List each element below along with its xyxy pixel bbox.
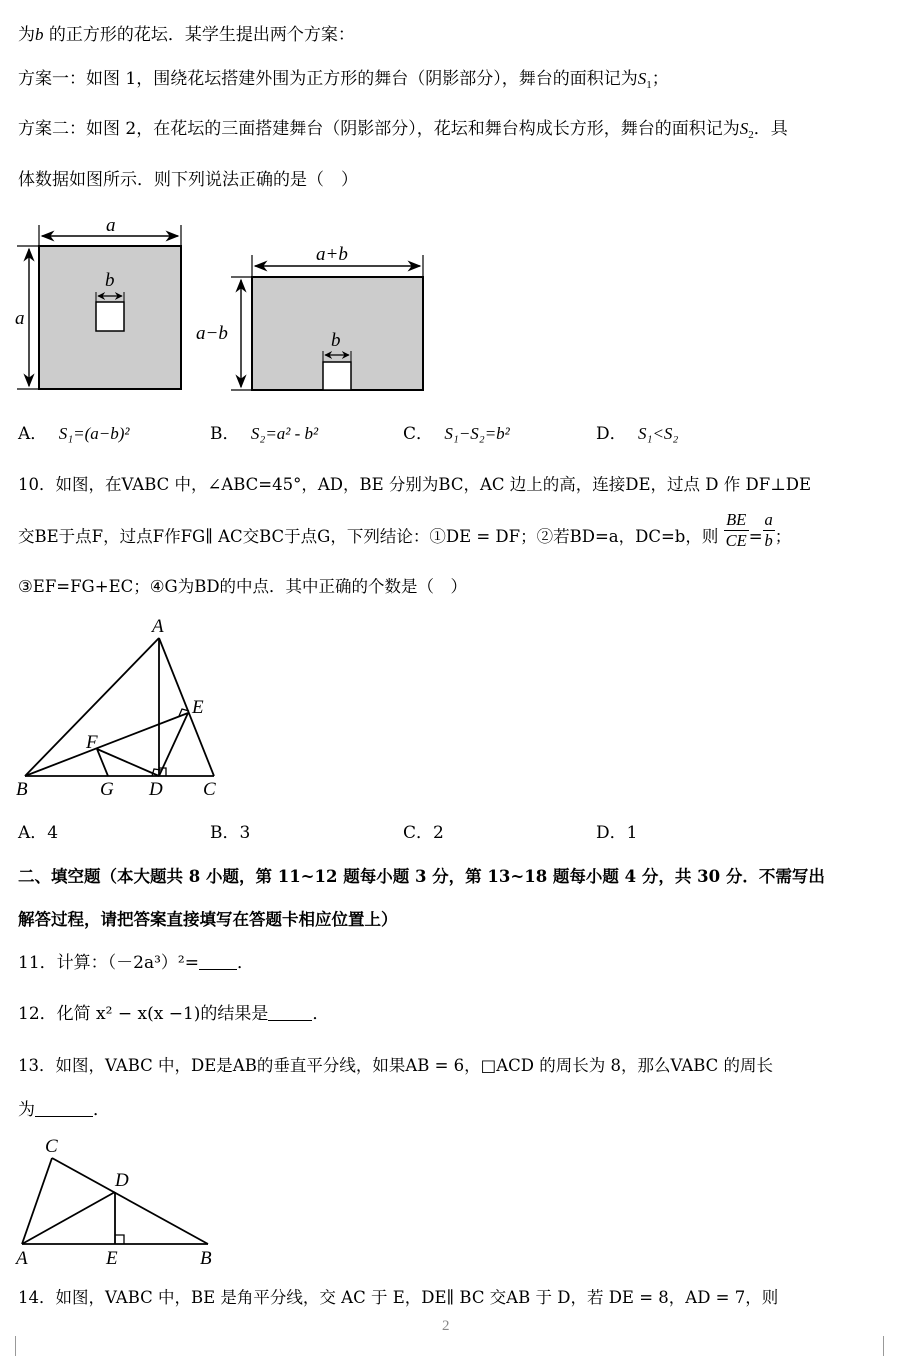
q9-option-a[interactable] — [18, 423, 129, 445]
var-s2: S — [739, 119, 749, 138]
frac-den-b: b — [764, 531, 773, 550]
label-b: B — [16, 779, 28, 800]
seg-ad — [22, 1192, 115, 1244]
q9-figures — [0, 205, 450, 400]
option-a-label: A． — [18, 424, 48, 444]
section2-heading-line2: 解答过程，请把答案直接填写在答题卡相应位置上） — [18, 910, 398, 929]
q9-line1-pre: 为 — [18, 25, 35, 45]
fig1-left-label: a — [15, 308, 25, 329]
q10-line2 — [18, 510, 792, 551]
label-d: D — [115, 1170, 129, 1191]
page-number: 2 — [442, 1318, 450, 1334]
label-c: C — [203, 779, 216, 800]
option-d-label: D． — [596, 424, 627, 444]
seg-ab — [25, 638, 159, 776]
frac-num-be: BE — [724, 510, 749, 531]
option-b-expr: S₂=a² - b² — [250, 424, 319, 443]
q10-option-d[interactable]: D．1 — [596, 823, 638, 843]
q14-line1: 14．如图，VABC 中，BE 是角平分线，交 AC 于 E，DE∥ BC 交AB 于 D，若 DE = 8，AD = 7，则 — [18, 1288, 779, 1307]
q13-line1: 13．如图，VABC 中，DE是AB的垂直平分线，如果AB = 6，□ACD 的周长为 8，那么VABC 的周长 — [18, 1056, 774, 1075]
fig1-flowerbed — [96, 302, 124, 331]
q13-figure — [0, 1130, 240, 1270]
fraction-a-b — [763, 510, 775, 551]
option-c-expr: S₁−S₂=b² — [444, 424, 510, 443]
figure-2 — [196, 244, 423, 390]
left-margin-mark — [15, 1336, 16, 1356]
label-d: D — [149, 779, 163, 800]
seg-ac — [159, 638, 214, 776]
label-f: F — [86, 732, 98, 753]
seg-cb — [52, 1158, 208, 1244]
q13-answer-blank[interactable] — [35, 1100, 93, 1117]
label-a: A — [16, 1248, 28, 1269]
q9-line1 — [18, 24, 355, 46]
option-c-label: C． — [403, 424, 434, 444]
q10-figure — [0, 612, 260, 804]
right-angle-e — [115, 1235, 124, 1244]
fig1-top-label: a — [106, 215, 116, 236]
q9-plan2 — [18, 118, 788, 146]
q12-text: 12．化简 x² − x(x −1)的结果是 — [18, 1004, 269, 1024]
option-a-expr: S₁=(a−b)² — [58, 424, 130, 443]
frac-den-ce: CE — [725, 531, 747, 550]
q12-answer-blank[interactable] — [268, 1004, 312, 1021]
label-c: C — [45, 1136, 58, 1157]
q10-line1: 10．如图，在VABC 中，∠ABC=45°，AD，BE 分别为BC，AC 边上的高，连接DE，过点 D 作 DF⊥DE — [18, 475, 811, 494]
label-e: E — [192, 697, 204, 718]
q12 — [18, 1003, 329, 1025]
plan2-post: ．具 — [753, 119, 788, 139]
q13-line2-pre: 为 — [18, 1100, 35, 1120]
fig2-inner-label: b — [331, 330, 341, 351]
q9-option-d[interactable] — [596, 423, 678, 445]
label-e: E — [106, 1248, 118, 1269]
sub-2: 2 — [748, 129, 754, 141]
label-g: G — [100, 779, 114, 800]
q13-line2-post: ． — [93, 1100, 110, 1120]
option-b-label: B． — [210, 424, 240, 444]
q13-line2 — [18, 1099, 110, 1121]
q11-post: ． — [236, 953, 254, 973]
figure-1 — [15, 215, 181, 389]
fig1-inner-label: b — [105, 270, 115, 291]
var-s1: S — [637, 69, 647, 88]
q10-option-a[interactable]: A．4 — [18, 823, 59, 843]
q10-line2-post: ； — [774, 527, 792, 546]
q11-text: 11．计算：（－2a³）²= — [18, 953, 199, 973]
q11 — [18, 952, 254, 974]
section2-heading-line1: 二、填空题（本大题共 8 小题，第 11~12 题每小题 3 分，第 13~18 题每小题 4 分，共 30 分．不需写出 — [18, 867, 825, 886]
seg-ac — [22, 1158, 52, 1244]
right-margin-mark — [883, 1336, 884, 1356]
q12-post: ． — [312, 1004, 330, 1024]
q10-line3: ③EF=FG+EC；④G为BD的中点．其中正确的个数是（ ） — [18, 577, 468, 596]
option-d-expr: S₁<S₂ — [638, 424, 679, 443]
fig2-flowerbed — [323, 362, 351, 390]
q11-answer-blank[interactable] — [199, 953, 237, 970]
q10-option-b[interactable]: B．3 — [210, 823, 251, 843]
q10-option-c[interactable]: C．2 — [403, 823, 444, 843]
plan2-text: 方案二：如图 2，在花坛的三面搭建舞台（阴影部分），花坛和舞台构成长方形，舞台的面积记为 — [18, 119, 740, 139]
q9-option-c[interactable] — [403, 423, 510, 445]
q9-line4: 体数据如图所示．则下列说法正确的是（ ） — [18, 170, 358, 190]
q9-line1-post: 的正方形的花坛．某学生提出两个方案： — [43, 25, 355, 45]
q10-line2-text: 交BE于点F，过点F作FG∥ AC交BC于点G，下列结论：①DE = DF；②若BD=a，DC=b，则 — [18, 527, 719, 546]
q9-option-b[interactable] — [210, 423, 318, 445]
sub-1: 1 — [646, 79, 652, 91]
fig2-left-label: a−b — [196, 323, 228, 344]
label-b: B — [200, 1248, 212, 1269]
fraction-be-ce — [724, 510, 749, 551]
label-a: A — [152, 616, 164, 637]
var-b: b — [35, 25, 44, 44]
plan1-text: 方案一：如图 1，围绕花坛搭建外围为正方形的舞台（阴影部分），舞台的面积记为 — [18, 69, 638, 89]
equals-sign: = — [748, 527, 763, 546]
q9-plan1 — [18, 68, 669, 96]
frac-num-a: a — [764, 510, 773, 529]
fig2-top-label: a+b — [316, 244, 348, 265]
plan1-post: ； — [651, 69, 669, 89]
